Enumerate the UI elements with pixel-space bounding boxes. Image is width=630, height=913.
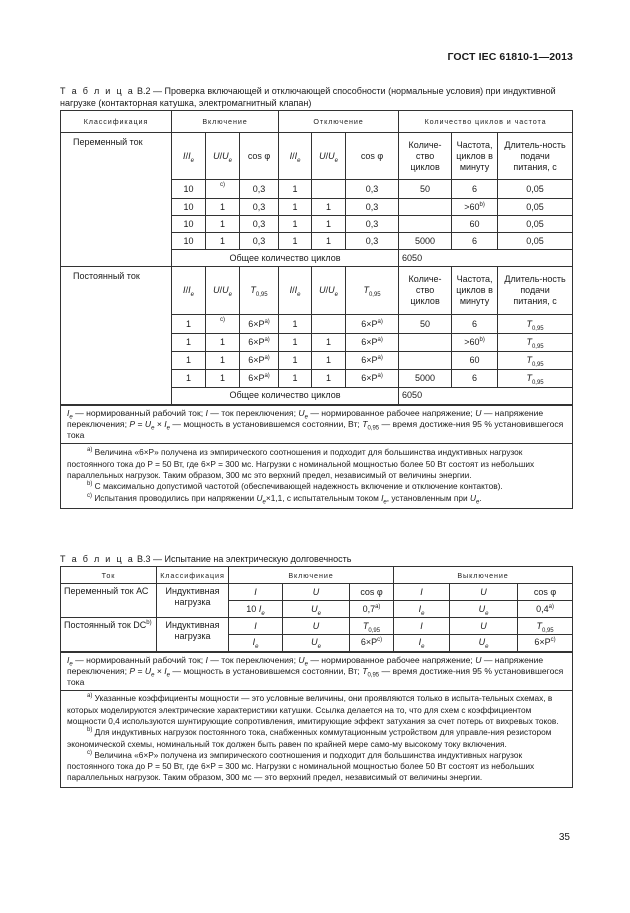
table-row: 10 1 0,3 1 1 0,3 60 0,05 — [61, 216, 573, 233]
table-b2-caption: Т а б л и ц а В.2 — Проверка включающей и отключающей способности (нормальные условия) при индуктивной нагрузке (контакторная катушка, электромагнитный клапан) — [60, 86, 556, 108]
table-row: 1 1 $6\times P^{a)}$ 1 1 $6\times P^{a)}$ $>60^{b)}$ $T_{0,95}$ — [61, 334, 573, 352]
table-b3-dc-row: Постоянный ток DC$^{b)}$ Индуктивная нагрузка I U $T_{0,95}$ I U $T_{0,95}$ — [61, 618, 573, 635]
table-b3-caption: Т а б л и ц а В.3 — Испытание на электрическую долговечность — [60, 554, 352, 564]
table-row: 10 1 0,3 1 1 0,3 $>60^{b)}$ 0,05 — [61, 199, 573, 216]
table-b2 — [60, 110, 573, 509]
sub-duration: Длитель-ность подачи питания, с — [498, 133, 573, 180]
table-row: 1 1 $6\times P^{a)}$ 1 1 $6\times P^{a)}$ 60 $T_{0,95}$ — [61, 352, 573, 370]
table-row: $I_e$ $U_e$ $6\times P^{c)}$ $I_e$ $U_e$ $6\times P^{c)}$ — [61, 635, 573, 652]
col-off: Отключение — [279, 111, 399, 133]
standard-header: ГОСТ IEC 61810-1—2013 — [447, 51, 573, 63]
table-b2-header-row — [61, 111, 573, 133]
table-b2-dc-subheader: Постоянный ток $I/I_e$ $U/U_e$ $T_{0,95}$ $I/I_e$ $U/U_e$ $T_{0,95}$ Количе-ство циклов Частота, циклов в минуту Длитель-ность подачи питания, с — [61, 267, 573, 315]
table-row: 1 c) $6\times P^{a)}$ 1 $6\times P^{a)}$ 50 6 $T_{0,95}$ — [61, 315, 573, 334]
sub-count: Количе-ство циклов — [399, 133, 452, 180]
table-row: 1 1 $6\times P^{a)}$ 1 1 $6\times P^{a)}$ 5000 6 $T_{0,95}$ — [61, 370, 573, 388]
col-count: Количество циклов и частота — [399, 111, 573, 133]
table-b3 — [60, 566, 573, 788]
table-b3-notes: $^{a)}$ Указанные коэффициенты мощности — это условные величины, они проявляются только в испыта-тельных схемах, в которых моделируются электрические характеристики катушки. Ссылка делается на то, что для схем с коэффициентом мощности 0,4 используются шунтирующие сопротивления, имитирующие эффект затухания за счет потерь от вихревых токов. $^{b)}$ Для индуктивных нагрузок постоянного тока, снабженных коммутационным устройством для управле-ния резистором экономической схемы, номинальный ток должен быть равен по крайней мере само-му высокому току включения. $^{c)}$ Величина «6×P» получена из эмпирического соотношения и подходит для большинства индуктивных нагрузок постоянного тока до P = 50 Вт, где 6×P = 300 мс. Нагрузки с номинальной мощностью более 50 Вт состоят из небольших параллельных нагрузок. Таким образом, 300 мс — это верхний предел, независимый от величины энергии. — [61, 691, 573, 787]
table-b2-notes: $^{a)}$ Величина «6×P» получена из эмпирического соотношения и подходит для большинства индуктивных нагрузок постоянного тока до P = 50 Вт, где 6×P = 300 мс. Нагрузки с номинальной мощностью более 50 Вт состоят из небольших параллельных нагрузок. Таким образом, 300 мс это верхний предел, независимый от величины энергии. $^{b)}$ С максимально допустимой частотой (обеспечивающей надежность включение и отключение контактов). $^{c)}$ Испытания проводились при напряжении $U_e\times 1,1$, с испытательным током $I_e$, установленным при $U_e$. — [61, 444, 573, 508]
table-row: 10 $I_e$ $U_e$ 0,7$^{a)}$ $I_e$ $U_e$ 0,4$^{a)}$ — [61, 601, 573, 618]
ac-label: Переменный ток — [61, 133, 172, 180]
table-row: 10 c) 0,3 1 0,3 50 6 0,05 — [61, 180, 573, 199]
col-on: Включение — [172, 111, 279, 133]
table-b3-header-row: Ток Классификация Включение Выключение — [61, 567, 573, 584]
table-b2-dc-total-row: Общее количество циклов 6050 — [61, 388, 573, 405]
note-b: С максимально допустимой частотой (обеспечивающей надежность включение и отключение контактов). — [94, 481, 503, 492]
table-b2-ac-total-row: Общее количество циклов 6050 — [61, 250, 573, 267]
dc-label: Постоянный ток — [61, 267, 172, 315]
page-number: 35 — [558, 832, 570, 843]
table-b3-ac-row: Переменный ток АС Индуктивная нагрузка I U cos φ I U cos φ — [61, 584, 573, 601]
table-b2-ac-subheader: Переменный ток $I/I_e$ $U/U_e$ cos φ $I/I_e$ $U/U_e$ cos φ Количе-ство циклов Частота, циклов в минуту Длитель-ность подачи питания, с — [61, 133, 573, 180]
note-a: Величина «6×P» получена из эмпирического соотношения и подходит для большинства индуктивных нагрузок постоянного тока до P = 50 Вт, где 6×P = 300 мс. Нагрузки с номинальной мощностью более 50 Вт состоят из небольших параллельных нагрузок. Таким образом, 300 мс это верхний предел, независимый от величины энергии. — [67, 447, 535, 480]
table-b2-legend: $I_e$ — нормированный рабочий ток; I — ток переключения; $U_e$ — нормированное рабочее напряжение; U — напряжение переключения; $P = U_e \times I_e$ — мощность в установившемся состоянии, Вт; $T_{0,95}$ — время достиже-ния 95 % установившегося тока — [61, 405, 573, 444]
sub-freq: Частота, циклов в минуту — [452, 133, 498, 180]
table-row: 10 1 0,3 1 1 0,3 5000 6 0,05 — [61, 233, 573, 250]
col-classification: Классификация — [61, 111, 172, 133]
table-b3-legend: $I_e$ — нормированный рабочий ток; I — ток переключения; $U_e$ — нормированное рабочее напряжение; U — напряжение переключения; $P = U_e \times I_e$ — мощность в установившемся состоянии, Вт; $T_{0,95}$ — время достиже-ния 95 % установившегося тока — [61, 652, 573, 691]
